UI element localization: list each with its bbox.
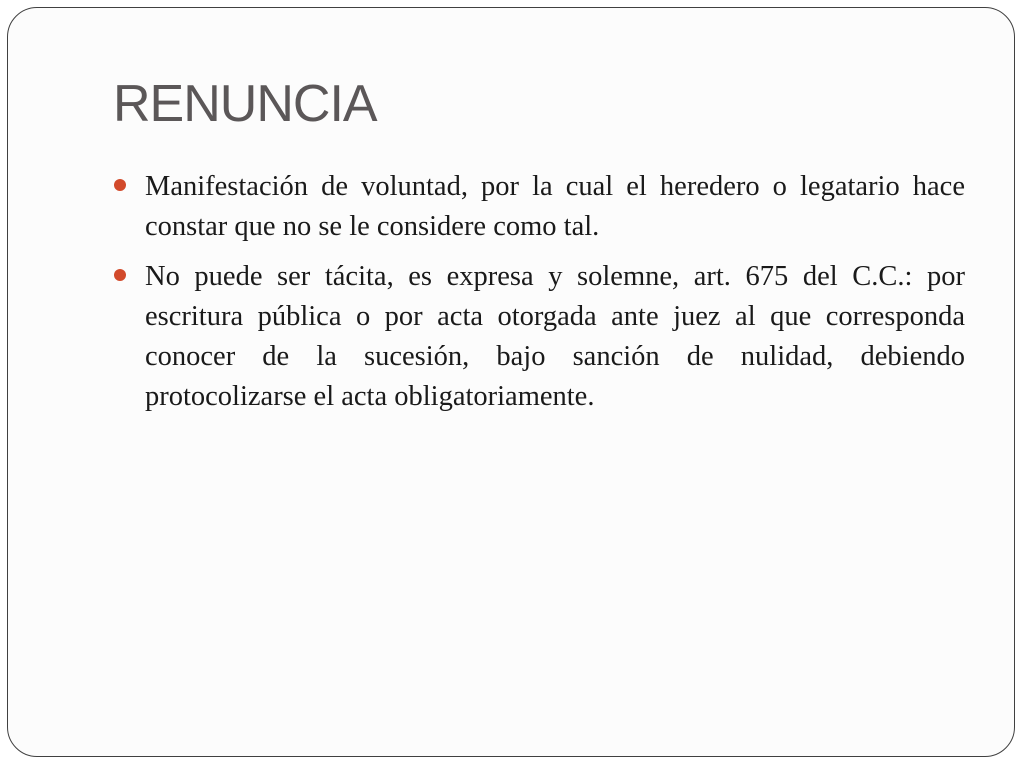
bullet-list — [113, 167, 965, 427]
bullet-text: No puede ser tácita, es expresa y solemne, art. 675 del C.C.: por escritura pública o por acta otorgada ante juez al que corresponda conocer de la sucesión, bajo sanción de nulidad, debiendo protocolizarse el acta obligatoriamente. — [145, 261, 965, 412]
bullet-text: Manifestación de voluntad, por la cual el heredero o legatario hace constar que no se le considere como tal. — [145, 171, 965, 242]
bullet-item — [113, 257, 965, 417]
bullet-item — [113, 167, 965, 247]
bullet-dot-icon — [114, 179, 126, 191]
slide-title: RENUNCIA — [113, 75, 377, 133]
bullet-dot-icon — [114, 269, 126, 281]
